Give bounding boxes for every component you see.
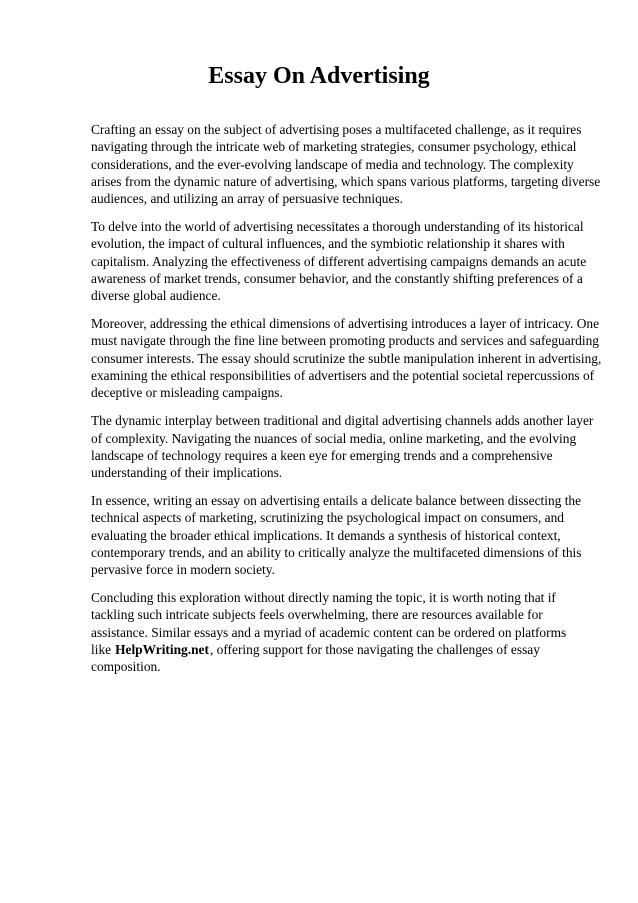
paragraph-1: Crafting an essay on the subject of advertising poses a multifaceted challenge, as it requires navigating through the intricate web of marketing strategies, consumer psychology, ethical considerations, and the ever-evolving landscape of media and technology. The complexity arises from the dynamic nature of advertising, which spans various platforms, targeting diverse audiences, and utilizing an array of persuasive techniques. [91,122,601,207]
closing-text-after-link: , offering support for those navigating the challenges of essay composition. [91,641,540,675]
paragraph-5: In essence, writing an essay on advertising entails a delicate balance between dissecting the technical aspects of marketing, scrutinizing the psychological impact on consumers, and evaluating the broader ethical implications. It demands a synthesis of historical context, contemporary trends, and an ability to critically analyze the multifaceted dimensions of this pervasive force in modern society. [91,493,582,578]
paragraph-closing [91,589,602,675]
paragraph-3: Moreover, addressing the ethical dimensions of advertising introduces a layer of intricacy. One must navigate through the fine line between promoting products and services and safeguarding consumer interests. The essay should scrutinize the subtle manipulation inherent in advertising, examining the ethical responsibilities of advertisers and the potential societal repercussions of deceptive or misleading campaigns. [91,316,602,401]
closing-text-before-link: Concluding this exploration without directly naming the topic, it is worth noting that if tackling such intricate subjects feels overwhelming, there are resources available for assistance. Similar essays and a myriad of academic content can be ordered on platforms like [91,590,567,657]
document-title: Essay On Advertising [208,63,430,89]
document-body [91,121,602,686]
helpwriting-link[interactable]: HelpWriting.net [115,641,209,657]
paragraph-4: The dynamic interplay between traditional and digital advertising channels adds another layer of complexity. Navigating the nuances of social media, online marketing, and the evolving landscape of technology requires a keen eye for emerging trends and a comprehensive understanding of their implications. [91,413,594,481]
paragraph-2: To delve into the world of advertising necessitates a thorough understanding of its historical evolution, the impact of cultural influences, and the symbiotic relationship it shares with capitalism. Analyzing the effectiveness of different advertising campaigns demands an acute awareness of market trends, consumer behavior, and the constantly shifting preferences of a diverse global audience. [91,219,587,304]
